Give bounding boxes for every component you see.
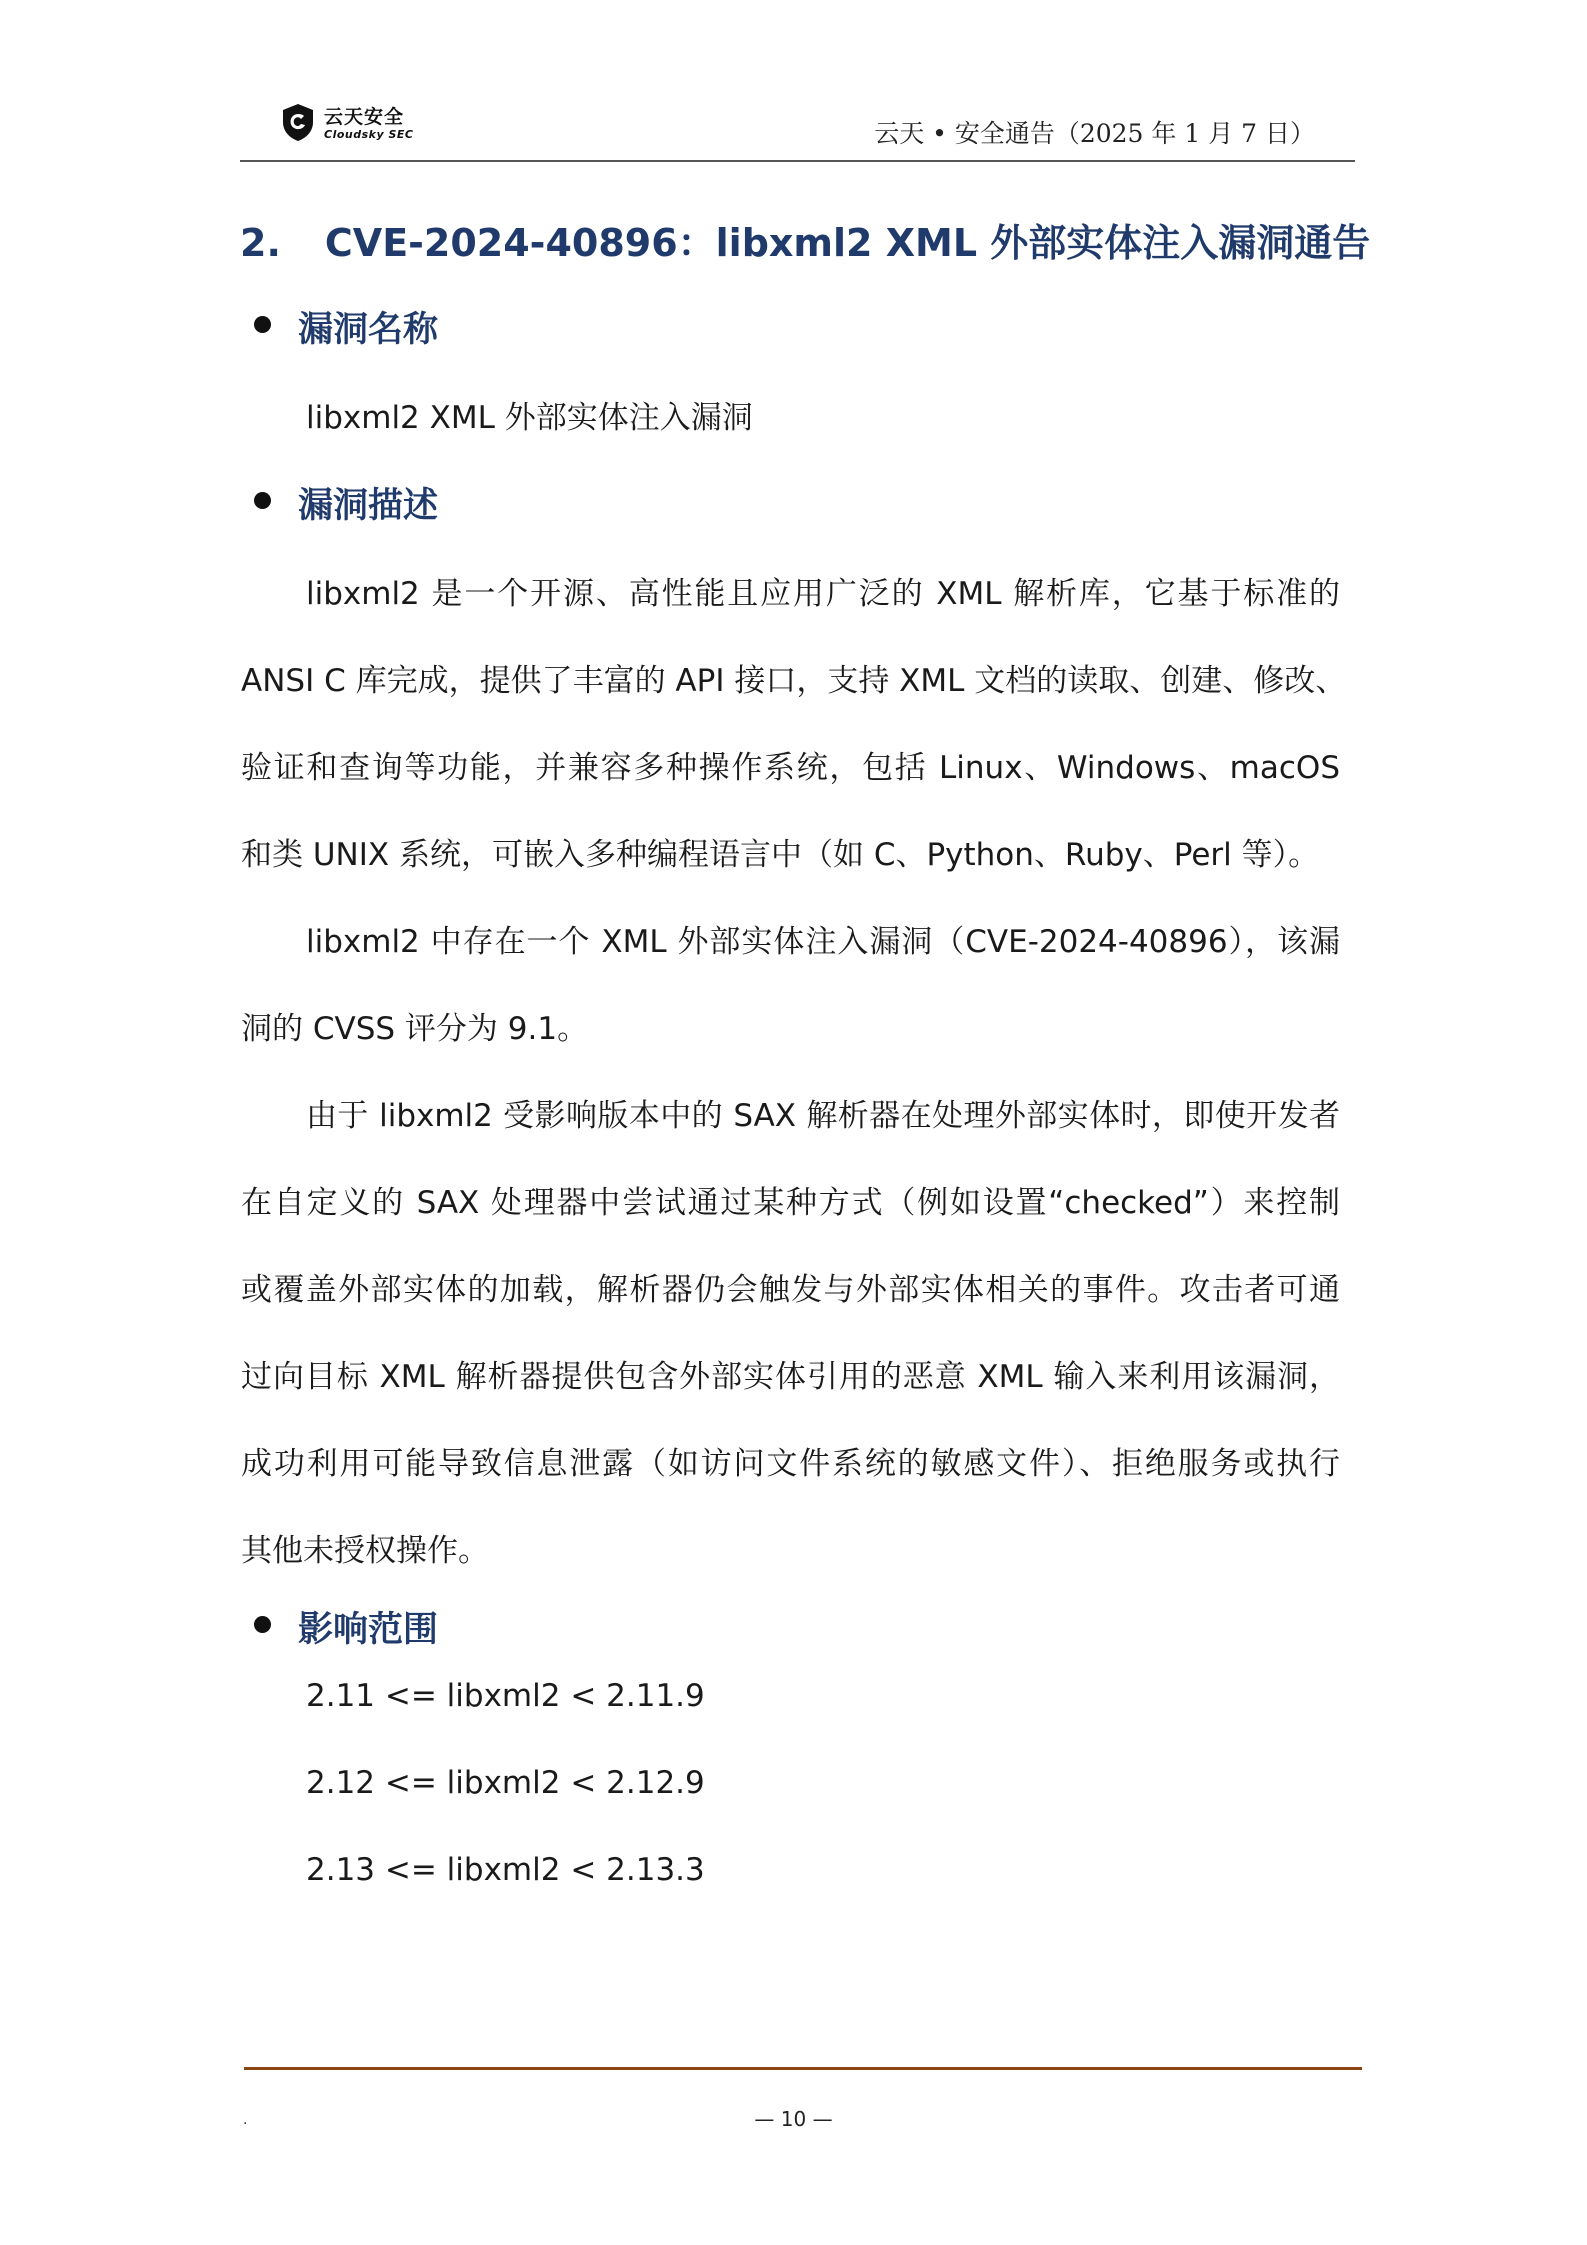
version-range-item: 2.12 <= libxml2 < 2.12.9: [306, 1765, 705, 1801]
bullet-icon: [254, 1616, 271, 1633]
version-range-item: 2.13 <= libxml2 < 2.13.3: [306, 1852, 705, 1888]
paragraph-line: 验证和查询等功能，并兼容多种操作系统，包括 Linux、Windows、macOS: [241, 750, 1340, 786]
document-title: 云天 • 安全通告（2025 年 1 月 7 日）: [874, 119, 1315, 148]
page-header: [240, 92, 1355, 162]
shield-logo-icon: [280, 102, 316, 142]
company-logo: [280, 98, 500, 148]
paragraph-line: 过向目标 XML 解析器提供包含外部实体引用的恶意 XML 输入来利用该漏洞，: [241, 1359, 1340, 1395]
paragraph-line: ANSI C 库完成，提供了丰富的 API 接口，支持 XML 文档的读取、创建、修改、: [241, 663, 1347, 699]
logo-cn-text: 云天安全: [324, 106, 405, 128]
paragraph-line: 其他未授权操作。: [241, 1533, 489, 1569]
vuln-desc-heading-text: 漏洞描述: [298, 486, 439, 526]
header-divider: [240, 160, 1355, 162]
vuln-name-heading: [298, 302, 438, 352]
page-number: — 10 —: [754, 2107, 833, 2131]
section-number: 2.: [240, 221, 281, 265]
version-range-item: 2.11 <= libxml2 < 2.11.9: [306, 1678, 705, 1714]
paragraph-line: libxml2 中存在一个 XML 外部实体注入漏洞（CVE-2024-40896），该漏: [306, 924, 1340, 960]
paragraph-line: 由于 libxml2 受影响版本中的 SAX 解析器在处理外部实体时，即使开发者: [306, 1098, 1340, 1134]
footer-mark: .: [243, 2112, 248, 2128]
scope-heading-text: 影响范围: [298, 1610, 439, 1650]
scope-heading: [298, 1602, 438, 1652]
paragraph-line: libxml2 是一个开源、高性能且应用广泛的 XML 解析库，它基于标准的: [306, 576, 1340, 612]
footer-divider: [244, 2067, 1362, 2070]
logo-en-text: Cloudsky SEC: [324, 128, 414, 141]
vuln-name-text: libxml2 XML 外部实体注入漏洞: [306, 400, 753, 436]
section-title-text: CVE-2024-40896：libxml2 XML 外部实体注入漏洞通告: [324, 221, 1371, 265]
bullet-icon: [254, 492, 271, 509]
section-heading: [240, 212, 1370, 267]
paragraph-line: 或覆盖外部实体的加载，解析器仍会触发与外部实体相关的事件。攻击者可通: [241, 1272, 1340, 1308]
paragraph-line: 成功利用可能导致信息泄露（如访问文件系统的敏感文件）、拒绝服务或执行: [241, 1446, 1340, 1482]
vuln-name-heading-text: 漏洞名称: [298, 310, 439, 350]
paragraph-line: 在自定义的 SAX 处理器中尝试通过某种方式（例如设置“checked”）来控制: [241, 1185, 1340, 1221]
paragraph-line: 和类 UNIX 系统，可嵌入多种编程语言中（如 C、Python、Ruby、Perl 等）。: [241, 837, 1320, 873]
bullet-icon: [254, 316, 271, 333]
paragraph-line: 洞的 CVSS 评分为 9.1。: [241, 1011, 589, 1047]
vuln-desc-heading: [298, 478, 438, 528]
